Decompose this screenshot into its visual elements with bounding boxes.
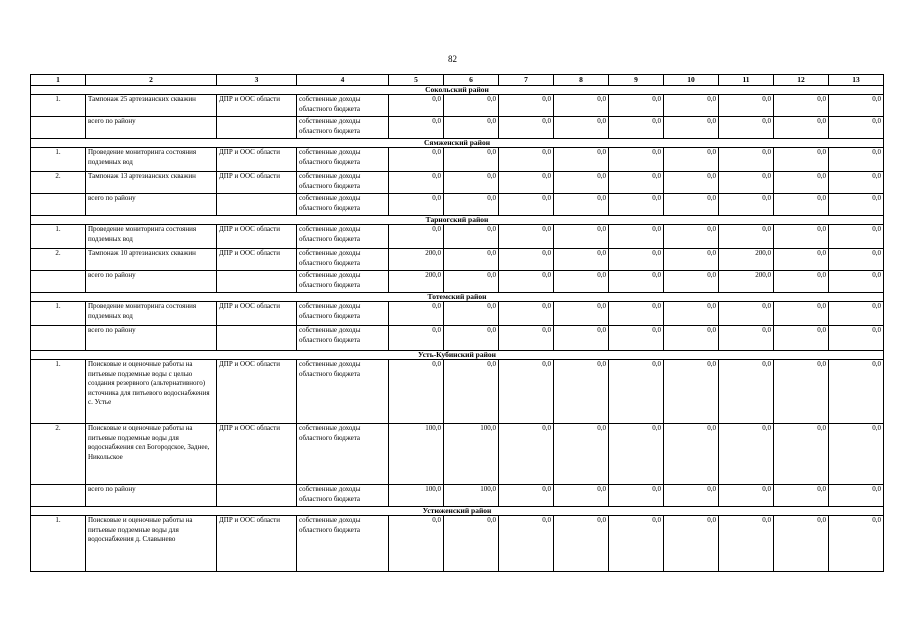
executor: ДПР и ООС области	[217, 172, 297, 194]
amount-cell: 0,0	[829, 360, 884, 424]
executor	[217, 326, 297, 351]
table-row	[31, 302, 884, 326]
column-header: 1	[31, 75, 86, 86]
table-row	[31, 225, 884, 249]
executor: ДПР и ООС области	[217, 225, 297, 249]
amount-cell: 0,0	[664, 516, 719, 572]
column-header: 3	[217, 75, 297, 86]
amount-cell: 0,0	[499, 117, 554, 139]
funding-source: собственные доходы областного бюджета	[297, 485, 389, 507]
measure-name: всего по району	[86, 271, 217, 293]
amount-cell: 0,0	[389, 148, 444, 172]
amount-cell: 0,0	[554, 172, 609, 194]
amount-cell: 0,0	[719, 194, 774, 216]
amount-cell: 0,0	[609, 271, 664, 293]
column-header: 13	[829, 75, 884, 86]
table-row	[31, 485, 884, 507]
row-index: 1.	[31, 148, 86, 172]
amount-cell: 0,0	[664, 485, 719, 507]
column-header: 10	[664, 75, 719, 86]
amount-cell: 0,0	[609, 172, 664, 194]
amount-cell: 0,0	[554, 249, 609, 271]
executor: ДПР и ООС области	[217, 249, 297, 271]
measure-name: Поисковые и оценочные работы на питьевые подземные воды для водоснабжения д. Славынево	[86, 516, 217, 572]
amount-cell: 0,0	[774, 485, 829, 507]
row-index: 2.	[31, 249, 86, 271]
column-header: 8	[554, 75, 609, 86]
table-row	[31, 117, 884, 139]
executor	[217, 271, 297, 293]
page-number: 82	[448, 54, 457, 64]
funding-source: собственные доходы областного бюджета	[297, 326, 389, 351]
amount-cell: 0,0	[554, 424, 609, 485]
table-row	[31, 326, 884, 351]
amount-cell: 0,0	[829, 95, 884, 117]
funding-source: собственные доходы областного бюджета	[297, 117, 389, 139]
amount-cell: 0,0	[609, 360, 664, 424]
column-header: 5	[389, 75, 444, 86]
amount-cell: 0,0	[719, 302, 774, 326]
table-row	[31, 271, 884, 293]
amount-cell: 0,0	[829, 117, 884, 139]
section-header-row	[31, 139, 884, 148]
amount-cell: 0,0	[444, 225, 499, 249]
funding-source: собственные доходы областного бюджета	[297, 148, 389, 172]
section-title: Тарногский район	[31, 216, 884, 225]
amount-cell: 0,0	[609, 302, 664, 326]
funding-source: собственные доходы областного бюджета	[297, 424, 389, 485]
amount-cell: 0,0	[829, 172, 884, 194]
amount-cell: 0,0	[389, 194, 444, 216]
table-row	[31, 516, 884, 572]
funding-source: собственные доходы областного бюджета	[297, 225, 389, 249]
amount-cell: 0,0	[829, 326, 884, 351]
section-title: Усть-Кубинский район	[31, 351, 884, 360]
measure-name: Поисковые и оценочные работы на питьевые подземные воды для водоснабжения сел Богородское, Заднее, Никольское	[86, 424, 217, 485]
column-header: 2	[86, 75, 217, 86]
row-index: 1.	[31, 302, 86, 326]
amount-cell: 0,0	[609, 225, 664, 249]
executor: ДПР и ООС области	[217, 424, 297, 485]
table-body	[31, 86, 884, 572]
measure-name: всего по району	[86, 326, 217, 351]
funding-source: собственные доходы областного бюджета	[297, 302, 389, 326]
section-title: Сокольский район	[31, 86, 884, 95]
amount-cell: 0,0	[664, 117, 719, 139]
amount-cell: 0,0	[719, 516, 774, 572]
amount-cell: 0,0	[499, 249, 554, 271]
amount-cell: 0,0	[444, 95, 499, 117]
row-index: 2.	[31, 424, 86, 485]
budget-table	[30, 74, 884, 572]
amount-cell: 0,0	[444, 172, 499, 194]
amount-cell: 0,0	[829, 516, 884, 572]
executor: ДПР и ООС области	[217, 360, 297, 424]
column-header: 7	[499, 75, 554, 86]
amount-cell: 0,0	[554, 194, 609, 216]
amount-cell: 0,0	[389, 360, 444, 424]
amount-cell: 0,0	[664, 148, 719, 172]
amount-cell: 0,0	[444, 516, 499, 572]
amount-cell: 0,0	[774, 424, 829, 485]
amount-cell: 0,0	[554, 516, 609, 572]
section-header-row	[31, 351, 884, 360]
funding-source: собственные доходы областного бюджета	[297, 172, 389, 194]
amount-cell: 0,0	[719, 360, 774, 424]
amount-cell: 0,0	[499, 225, 554, 249]
amount-cell: 0,0	[719, 326, 774, 351]
table-row	[31, 249, 884, 271]
amount-cell: 0,0	[829, 225, 884, 249]
amount-cell: 0,0	[389, 225, 444, 249]
amount-cell: 0,0	[389, 95, 444, 117]
amount-cell: 0,0	[609, 117, 664, 139]
measure-name: Тампонаж 25 артезианских скважин	[86, 95, 217, 117]
amount-cell: 0,0	[444, 117, 499, 139]
measure-name: Проведение мониторинга состояния подземных вод	[86, 302, 217, 326]
row-index: 2.	[31, 172, 86, 194]
amount-cell: 0,0	[444, 271, 499, 293]
amount-cell: 0,0	[664, 249, 719, 271]
column-number-row	[31, 75, 884, 86]
amount-cell: 0,0	[774, 516, 829, 572]
amount-cell: 0,0	[554, 271, 609, 293]
amount-cell: 0,0	[554, 326, 609, 351]
amount-cell: 0,0	[829, 148, 884, 172]
amount-cell: 0,0	[499, 360, 554, 424]
amount-cell: 0,0	[499, 95, 554, 117]
measure-name: всего по району	[86, 117, 217, 139]
measure-name: Тампонаж 13 артезианских скважин	[86, 172, 217, 194]
funding-source: собственные доходы областного бюджета	[297, 360, 389, 424]
amount-cell: 0,0	[664, 95, 719, 117]
amount-cell: 0,0	[774, 117, 829, 139]
amount-cell: 0,0	[664, 302, 719, 326]
amount-cell: 0,0	[664, 194, 719, 216]
amount-cell: 0,0	[664, 271, 719, 293]
amount-cell: 0,0	[554, 117, 609, 139]
row-index	[31, 271, 86, 293]
amount-cell: 0,0	[499, 172, 554, 194]
row-index: 1.	[31, 225, 86, 249]
row-index	[31, 194, 86, 216]
row-index: 1.	[31, 95, 86, 117]
section-header-row	[31, 216, 884, 225]
amount-cell: 0,0	[609, 516, 664, 572]
section-header-row	[31, 293, 884, 302]
funding-source: собственные доходы областного бюджета	[297, 95, 389, 117]
amount-cell: 0,0	[719, 95, 774, 117]
amount-cell: 0,0	[444, 249, 499, 271]
measure-name: всего по району	[86, 194, 217, 216]
amount-cell: 0,0	[829, 194, 884, 216]
section-title: Тотемский район	[31, 293, 884, 302]
section-title: Устюженский район	[31, 507, 884, 516]
table-row	[31, 360, 884, 424]
amount-cell: 0,0	[554, 302, 609, 326]
section-header-row	[31, 86, 884, 95]
amount-cell: 0,0	[719, 117, 774, 139]
section-header-row	[31, 507, 884, 516]
column-header: 9	[609, 75, 664, 86]
amount-cell: 200,0	[389, 271, 444, 293]
amount-cell: 0,0	[389, 172, 444, 194]
funding-source: собственные доходы областного бюджета	[297, 271, 389, 293]
amount-cell: 0,0	[664, 360, 719, 424]
amount-cell: 0,0	[554, 225, 609, 249]
amount-cell: 0,0	[444, 302, 499, 326]
executor	[217, 117, 297, 139]
amount-cell: 200,0	[389, 249, 444, 271]
amount-cell: 200,0	[719, 249, 774, 271]
measure-name: всего по району	[86, 485, 217, 507]
measure-name: Тампонаж 10 артезианских скважин	[86, 249, 217, 271]
row-index	[31, 485, 86, 507]
measure-name: Поисковые и оценочные работы на питьевые подземные воды с целью создания резервного (альтернативного) источника для питьевого водоснабжения с. Устье	[86, 360, 217, 424]
amount-cell: 100,0	[389, 485, 444, 507]
measure-name: Проведение мониторинга состояния подземных вод	[86, 225, 217, 249]
amount-cell: 0,0	[829, 271, 884, 293]
amount-cell: 0,0	[609, 424, 664, 485]
row-index: 1.	[31, 516, 86, 572]
column-header: 12	[774, 75, 829, 86]
executor	[217, 485, 297, 507]
amount-cell: 0,0	[389, 516, 444, 572]
amount-cell: 0,0	[774, 360, 829, 424]
amount-cell: 0,0	[664, 172, 719, 194]
row-index: 1.	[31, 360, 86, 424]
amount-cell: 0,0	[774, 194, 829, 216]
amount-cell: 0,0	[829, 424, 884, 485]
amount-cell: 0,0	[829, 249, 884, 271]
amount-cell: 0,0	[664, 326, 719, 351]
amount-cell: 0,0	[444, 148, 499, 172]
funding-source: собственные доходы областного бюджета	[297, 249, 389, 271]
amount-cell: 0,0	[774, 302, 829, 326]
amount-cell: 0,0	[499, 326, 554, 351]
amount-cell: 0,0	[774, 249, 829, 271]
amount-cell: 0,0	[499, 194, 554, 216]
amount-cell: 0,0	[609, 148, 664, 172]
measure-name: Проведение мониторинга состояния подземных вод	[86, 148, 217, 172]
amount-cell: 0,0	[829, 485, 884, 507]
amount-cell: 0,0	[499, 148, 554, 172]
amount-cell: 0,0	[774, 148, 829, 172]
amount-cell: 0,0	[719, 424, 774, 485]
section-title: Сямженский район	[31, 139, 884, 148]
amount-cell: 0,0	[774, 326, 829, 351]
amount-cell: 0,0	[719, 148, 774, 172]
amount-cell: 100,0	[444, 424, 499, 485]
row-index	[31, 117, 86, 139]
amount-cell: 0,0	[609, 326, 664, 351]
amount-cell: 0,0	[829, 302, 884, 326]
table-row	[31, 148, 884, 172]
amount-cell: 0,0	[719, 225, 774, 249]
amount-cell: 0,0	[719, 172, 774, 194]
executor: ДПР и ООС области	[217, 302, 297, 326]
amount-cell: 100,0	[389, 424, 444, 485]
executor: ДПР и ООС области	[217, 516, 297, 572]
column-header: 11	[719, 75, 774, 86]
amount-cell: 0,0	[499, 302, 554, 326]
amount-cell: 0,0	[389, 326, 444, 351]
amount-cell: 0,0	[499, 271, 554, 293]
table-row	[31, 424, 884, 485]
row-index	[31, 326, 86, 351]
funding-source: собственные доходы областного бюджета	[297, 516, 389, 572]
amount-cell: 0,0	[554, 148, 609, 172]
amount-cell: 0,0	[774, 225, 829, 249]
amount-cell: 0,0	[499, 485, 554, 507]
amount-cell: 0,0	[389, 117, 444, 139]
table-row	[31, 194, 884, 216]
amount-cell: 0,0	[664, 424, 719, 485]
funding-source: собственные доходы областного бюджета	[297, 194, 389, 216]
amount-cell: 0,0	[609, 194, 664, 216]
amount-cell: 0,0	[609, 249, 664, 271]
amount-cell: 0,0	[444, 194, 499, 216]
table-row	[31, 172, 884, 194]
amount-cell: 0,0	[389, 302, 444, 326]
column-header: 4	[297, 75, 389, 86]
amount-cell: 0,0	[554, 95, 609, 117]
amount-cell: 100,0	[444, 485, 499, 507]
amount-cell: 0,0	[609, 485, 664, 507]
executor: ДПР и ООС области	[217, 95, 297, 117]
amount-cell: 0,0	[444, 360, 499, 424]
amount-cell: 0,0	[499, 424, 554, 485]
amount-cell: 0,0	[774, 271, 829, 293]
amount-cell: 0,0	[774, 95, 829, 117]
executor: ДПР и ООС области	[217, 148, 297, 172]
amount-cell: 0,0	[554, 485, 609, 507]
amount-cell: 0,0	[609, 95, 664, 117]
amount-cell: 0,0	[774, 172, 829, 194]
amount-cell: 0,0	[444, 326, 499, 351]
amount-cell: 0,0	[554, 360, 609, 424]
amount-cell: 0,0	[664, 225, 719, 249]
amount-cell: 0,0	[499, 516, 554, 572]
executor	[217, 194, 297, 216]
column-header: 6	[444, 75, 499, 86]
amount-cell: 0,0	[719, 485, 774, 507]
table-row	[31, 95, 884, 117]
amount-cell: 200,0	[719, 271, 774, 293]
